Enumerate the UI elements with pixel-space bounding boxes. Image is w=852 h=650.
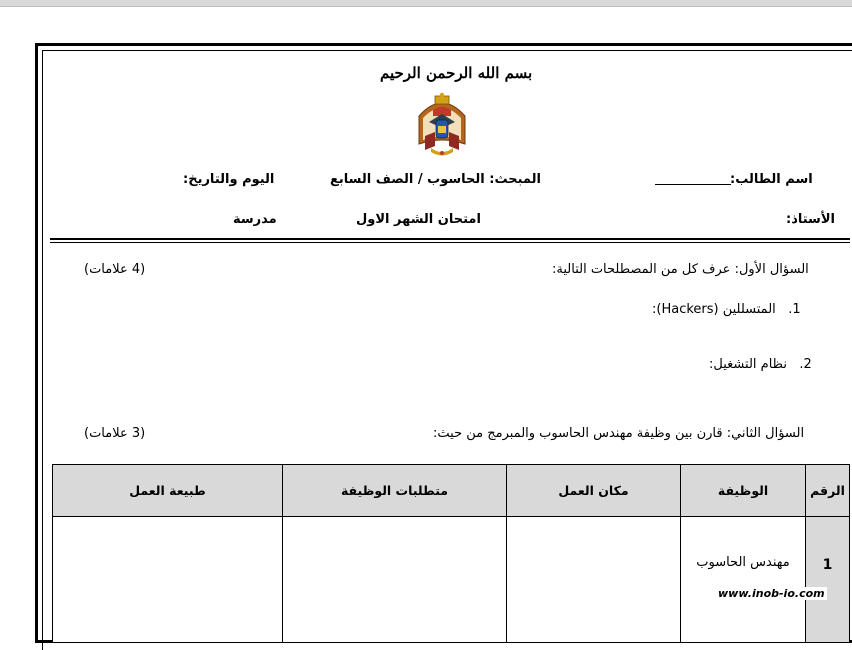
question1-marks: (4 علامات)	[84, 262, 146, 277]
item-text: المتسللين (Hackers):	[652, 302, 776, 317]
table-row	[53, 517, 850, 643]
column-header-workplace: مكان العمل	[507, 465, 681, 517]
student-name-blank-line	[655, 174, 731, 185]
requirements-cell[interactable]	[283, 517, 507, 643]
teacher-label: الأستاذ:	[786, 212, 835, 227]
school-label: مدرسة	[233, 212, 277, 227]
job-name: مهندس الحاسوب	[696, 555, 790, 570]
table-header-row	[53, 465, 850, 517]
column-header-nature: طبيعة العمل	[53, 465, 283, 517]
column-header-requirements: متطلبات الوظيفة	[283, 465, 507, 517]
header-divider-thick	[50, 238, 850, 240]
nature-cell[interactable]	[53, 517, 283, 643]
question2-text: السؤال الثاني: قارن بين وظيفة مهندس الحاسوب والمبرمج من حيث:	[433, 426, 805, 441]
item-text: نظام التشغيل:	[709, 357, 787, 372]
question1-text: السؤال الأول: عرف كل من المصطلحات التالية:	[552, 262, 809, 277]
item-number: 1.	[788, 302, 801, 317]
question2-marks: (3 علامات)	[84, 426, 146, 441]
exam-title: امتحان الشهر الاول	[356, 212, 481, 227]
item-number: 2.	[799, 357, 812, 372]
coat-of-arms-emblem	[409, 92, 475, 160]
site-watermark: www.inob-io.com	[718, 587, 825, 600]
day-date-label: اليوم والتاريخ:	[183, 172, 275, 187]
workplace-cell[interactable]	[507, 517, 681, 643]
row-number-cell	[806, 517, 850, 643]
basmala: بسم الله الرحمن الرحيم	[380, 64, 533, 82]
question1-item-2	[709, 357, 812, 372]
window-top-bar	[0, 0, 852, 7]
subject-label: المبحث: الحاسوب / الصف السابع	[330, 172, 541, 187]
column-header-job: الوظيفة	[681, 465, 806, 517]
question1-item-1	[652, 302, 801, 317]
column-header-number: الرقم	[806, 465, 850, 517]
row-number: 1	[822, 557, 833, 573]
comparison-table	[52, 464, 850, 643]
header-divider-thin	[50, 242, 850, 243]
student-name-label: اسم الطالب:	[730, 172, 813, 187]
job-cell	[681, 517, 806, 643]
